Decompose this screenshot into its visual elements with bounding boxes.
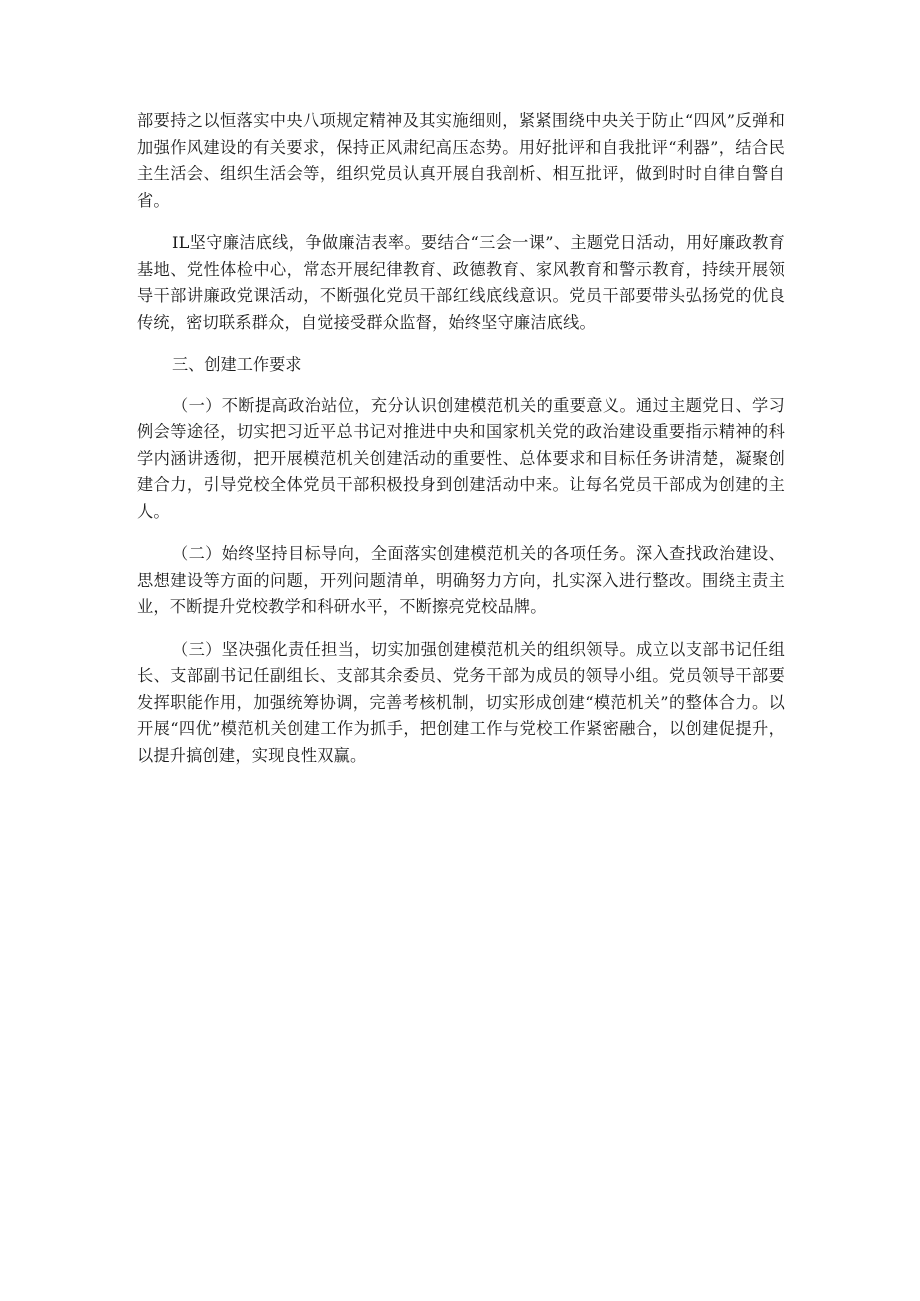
paragraph-requirement-2: （二）始终坚持目标导向，全面落实创建模范机关的各项任务。深入查找政治建设、思想建设等方面的问题，开列问题清单，明确努力方向，扎实深入进行整改。围绕主责主业，不断提升党校教学和科研水平，不断擦亮党校品牌。 (137, 544, 785, 616)
paragraph-requirement-1: （一）不断提高政治站位，充分认识创建模范机关的重要意义。通过主题党日、学习例会等途径，切实把习近平总书记对推进中央和国家机关党的政治建设重要指示精神的科学内涵讲透彻，把开展模范机关创建活动的重要性、总体要求和目标任务讲清楚，凝聚创建合力，引导党校全体党员干部积极投身到创建活动中来。让每名党员干部成为创建的主人。 (137, 395, 785, 521)
paragraph-continuation: 部要持之以恒落实中央八项规定精神及其实施细则，紧紧围绕中央关于防止“四风”反弹和加强作风建设的有关要求，保持正风肃纪高压态势。用好批评和自我批评“利器”，结合民主生活会、组织生活会等，组织党员认真开展自我剖析、相互批评，做到时时自律自警自省。 (137, 111, 785, 210)
paragraph-integrity-line: IL坚守廉洁底线，争做廉洁表率。要结合“三会一课”、主题党日活动，用好廉政教育基地、党性体检中心，常态开展纪律教育、政德教育、家风教育和警示教育，持续开展领导干部讲廉政党课活动，不断强化党员干部红线底线意识。党员干部要带头弘扬党的优良传统，密切联系群众，自觉接受群众监督，始终坚守廉洁底线。 (137, 233, 785, 332)
paragraph-requirement-3: （三）坚决强化责任担当，切实加强创建模范机关的组织领导。成立以支部书记任组长、支部副书记任副组长、支部其余委员、党务干部为成员的领导小组。党员领导干部要发挥职能作用，加强统筹协调，完善考核机制，切实形成创建“模范机关”的整体合力。以开展“四优”模范机关创建工作为抓手，把创建工作与党校工作紧密融合，以创建促提升，以提升搞创建，实现良性双赢。 (137, 639, 785, 765)
section-heading-requirements: 三、创建工作要求 (172, 355, 302, 374)
document-body (137, 108, 785, 785)
